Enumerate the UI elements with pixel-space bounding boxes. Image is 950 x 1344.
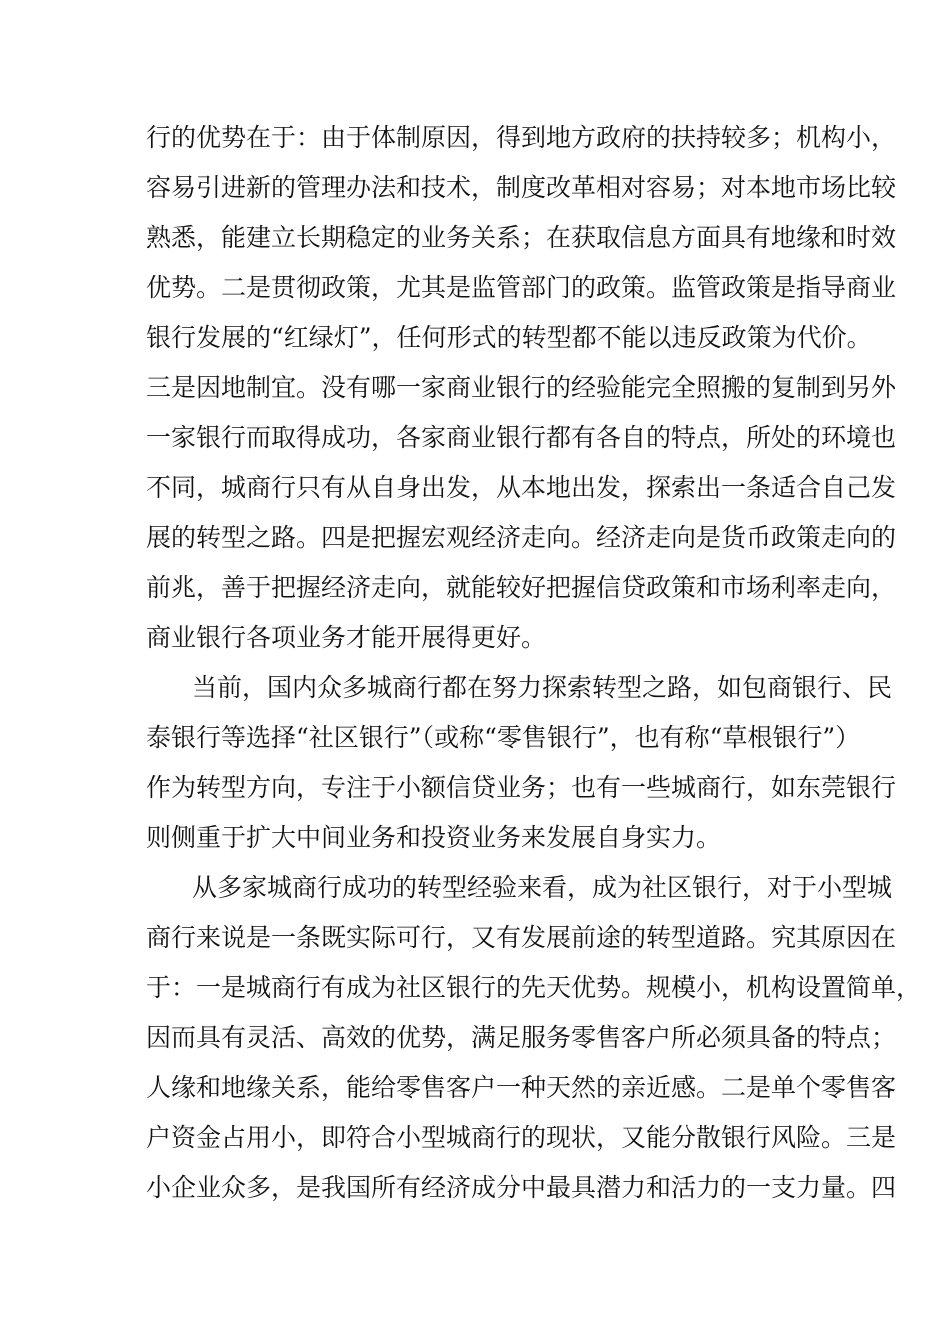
text-line: 从多家城商行成功的转型经验来看，成为社区银行，对于小型城 [192,873,893,902]
text-line: 于：一是城商行有成为社区银行的先天优势。规模小，机构设置简单， [146,973,922,1002]
text-line: 前兆，善于把握经济走向，就能较好把握信贷政策和市场利率走向， [146,573,897,602]
text-line: 一家银行而取得成功，各家商业银行都有各自的特点，所处的环境也 [146,423,897,452]
text-line: 人缘和地缘关系，能给零售客户一种天然的亲近感。二是单个零售客 [146,1073,897,1102]
text-line: 行的优势在于：由于体制原因，得到地方政府的扶持较多；机构小， [146,123,897,152]
text-line: 容易引进新的管理办法和技术，制度改革相对容易；对本地市场比较 [146,173,897,202]
text-line: 因而具有灵活、高效的优势，满足服务零售客户所必须具备的特点； [146,1023,897,1052]
text-line: 泰银行等选择“社区银行”（或称“零售银行”，也有称“草根银行”） [146,723,861,752]
text-line: 银行发展的“红绿灯”，任何形式的转型都不能以违反政策为代价。 [146,323,872,352]
text-line: 三是因地制宜。没有哪一家商业银行的经验能完全照搬的复制到另外 [146,373,897,402]
text-line: 户资金占用小，即符合小型城商行的现状，又能分散银行风险。三是 [146,1123,897,1152]
text-line: 商行来说是一条既实际可行，又有发展前途的转型道路。究其原因在 [146,923,897,952]
text-line: 不同，城商行只有从自身出发，从本地出发，探索出一条适合自己发 [146,473,897,502]
text-line: 作为转型方向，专注于小额信贷业务；也有一些城商行，如东莞银行 [146,773,897,802]
text-line: 展的转型之路。四是把握宏观经济走向。经济走向是货币政策走向的 [146,523,897,552]
text-line: 熟悉，能建立长期稳定的业务关系；在获取信息方面具有地缘和时效 [146,223,897,252]
text-line: 当前，国内众多城商行都在努力探索转型之路，如包商银行、民 [192,673,893,702]
text-line: 小企业众多，是我国所有经济成分中最具潜力和活力的一支力量。四 [146,1173,897,1202]
text-line: 则侧重于扩大中间业务和投资业务来发展自身实力。 [146,823,722,852]
text-line: 商业银行各项业务才能开展得更好。 [146,623,547,652]
text-line: 优势。二是贯彻政策，尤其是监管部门的政策。监管政策是指导商业 [146,273,897,302]
